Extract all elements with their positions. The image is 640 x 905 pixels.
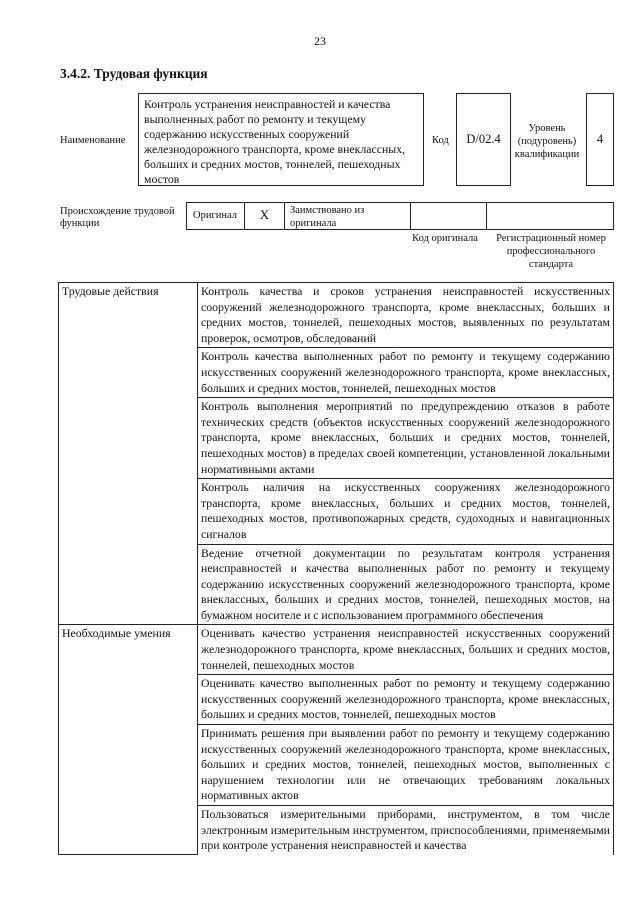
name-label: Наименование — [60, 135, 126, 146]
list-item: Пользоваться измерительными приборами, инструментом, в том числе электронным измерительным инструментом, приспособлениями, применяемыми при контроле устранения неисправностей и качества — [198, 806, 614, 855]
original-mark-cell — [245, 203, 285, 229]
code-label: Код — [432, 135, 449, 146]
code-value: D/02.4 — [466, 132, 501, 146]
function-name-box — [138, 93, 424, 186]
section-title: 3.4.2. Трудовая функция — [60, 66, 208, 81]
code-original-caption: Код оригинала — [412, 233, 478, 244]
page-number: 23 — [314, 34, 326, 48]
function-name: Контроль устранения неисправностей и качества выполненных работ по ремонту и текущему содержанию искусственных сооружений железнодорожного транспорта, кроме внеклассных, больших и средних мостов, тоннелей, пешеходных мостов — [144, 97, 406, 186]
borrowed-label: Заимствовано из оригинала — [290, 205, 365, 229]
reg-number-cell — [487, 203, 613, 229]
list-item: Контроль наличия на искусственных сооружениях железнодорожного транспорта, кроме внеклассных, больших и средних мостов, тоннелей, пешеходных мостов, противопожарных средств, судоходных и навигационных сигналов — [198, 479, 614, 544]
code-original-cell — [411, 203, 487, 229]
table-row — [59, 283, 614, 348]
list-item: Контроль выполнения мероприятий по предупреждению отказов в работе технических средств (объектов искусственных сооружений железнодорожного транспорта, кроме внеклассных, больших и средних мостов, тоннелей, пешеходных мостов) в пределах своей компетенции, установленной локальными нормативными актами — [198, 398, 614, 479]
list-item: Ведение отчетной документации по результатам контроля устранения неисправностей и качества выполненных работ по ремонту и текущему содержанию искусственных сооружений железнодорожного транспорта, кроме внеклассных, больших и средних мостов, тоннелей, пешеходных мостов, на бумажном носителе и с использованием программного обеспечения — [198, 544, 614, 625]
section-header: Необходимые умения — [59, 625, 198, 855]
level-label: Уровень (подуровень) квалификации — [514, 123, 580, 160]
list-item: Принимать решения при выявлении работ по ремонту и текущему содержанию искусственных сооружений железнодорожного транспорта, кроме внеклассных, больших и средних мостов, тоннелей, пешеходных мостов, выполненных с нарушением технологии или не отвечающих требованиям локальных нормативных актов — [198, 725, 614, 806]
original-mark: X — [259, 207, 270, 222]
reg-number-caption: Регистрационный номер профессионального стандарта — [496, 233, 606, 270]
original-cell — [187, 203, 245, 229]
section-header: Трудовые действия — [59, 283, 198, 625]
list-item: Оценивать качество выполненных работ по ремонту и текущему содержанию искусственных сооружений железнодорожного транспорта, кроме внеклассных, больших и средних мостов, тоннелей, пешеходных мостов — [198, 675, 614, 725]
borrowed-cell — [285, 203, 411, 229]
origin-row — [186, 202, 614, 230]
code-box — [456, 93, 511, 186]
table-row — [59, 625, 614, 675]
list-item: Оценивать качество устранения неисправностей искусственных сооружений железнодорожного транспорта, кроме внеклассных, больших и средних мостов, тоннелей, пешеходных мостов — [198, 625, 614, 675]
list-item: Контроль качества и сроков устранения неисправностей искусственных сооружений железнодорожного транспорта, кроме внеклассных, больших и средних мостов, тоннелей, пешеходных мостов, выявленных по результатам проверок, осмотров, обследований — [198, 283, 614, 348]
original-label: Оригинал — [193, 210, 237, 221]
level-value: 4 — [596, 132, 604, 146]
level-box — [586, 93, 614, 186]
origin-label: Происхождение трудовой функции — [60, 206, 175, 229]
labor-function-table — [58, 282, 614, 855]
list-item: Контроль качества выполненных работ по ремонту и текущему содержанию искусственных сооружений железнодорожного транспорта, кроме внеклассных, больших и средних мостов, тоннелей, пешеходных мостов — [198, 348, 614, 398]
